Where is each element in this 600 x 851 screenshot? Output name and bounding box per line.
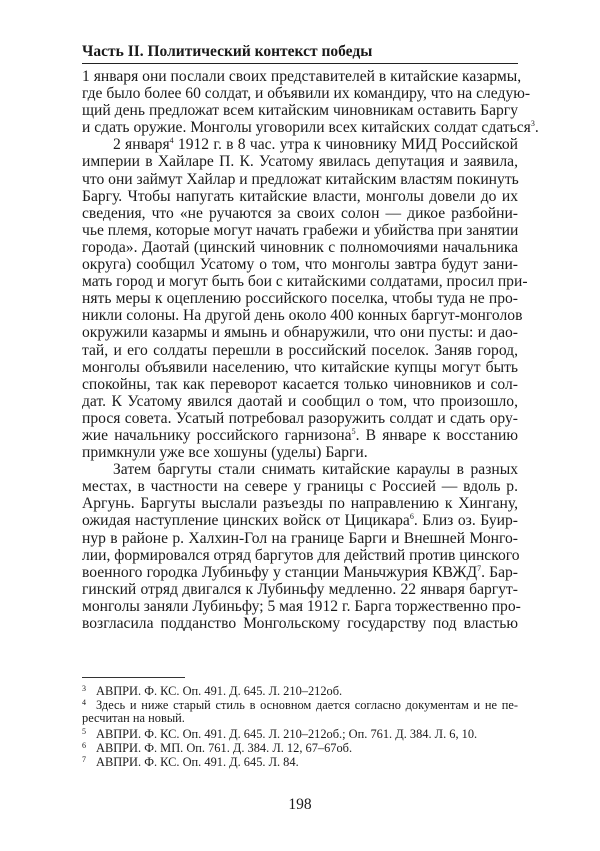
- footnote-number: 5: [82, 726, 86, 736]
- line-text: нур в районе р. Халхин-Гол на границе Барги и Внешней Монго-: [82, 529, 518, 547]
- footnote-number: 7: [82, 755, 86, 765]
- footnote-line: [82, 711, 518, 725]
- footnote-line: [82, 696, 518, 713]
- line-text: ожидая наступление цинских войск от Цицикара: [82, 512, 410, 530]
- line-text: .: [534, 119, 539, 137]
- line-text: дат. К Усатому явился даотай и сообщил о том, что произошло,: [82, 392, 518, 410]
- text-line: [82, 102, 518, 119]
- running-header: Часть II. Политический контекст победы: [82, 43, 373, 60]
- line-text: где было более 60 солдат, и объявили их командиру, что на следую-: [82, 85, 531, 103]
- paragraph: [82, 68, 539, 137]
- text-line: [82, 581, 518, 598]
- line-text: сведения, что «не ручаются за своих солон — дикое разбойни-: [82, 204, 518, 222]
- line-text: местах, в частности на севере у границы с Россией — вдоль р.: [82, 478, 518, 496]
- footnotes: [82, 682, 518, 768]
- line-text: чье племя, которые могут начать грабежи и убийства при занятии: [82, 221, 519, 239]
- text-line: [82, 547, 518, 564]
- text-line: [82, 393, 518, 410]
- line-text: и сдать оружие. Монголы уговорили всех китайских солдат сдаться: [82, 119, 531, 137]
- footnote-text: АВПРИ. Ф. МП. Оп. 761. Д. 384. Л. 12, 67–67об.: [96, 741, 353, 756]
- text-line: [82, 68, 522, 85]
- footnote-ref: 7: [477, 563, 482, 573]
- text-line: [82, 495, 518, 512]
- line-text: . В январе к восстанию: [355, 426, 518, 444]
- text-line: [82, 273, 528, 291]
- footnote-text: ресчитан на новый.: [82, 710, 185, 725]
- line-text: возгласила подданство Монгольскому государству под властью: [82, 615, 518, 632]
- body-text: [82, 68, 539, 632]
- text-line: [82, 324, 518, 341]
- line-text: щий день предложат всем китайским чиновникам оставить Баргу: [82, 102, 518, 120]
- line-text: примкнули уже все хошуны (уделы) Барги.: [82, 444, 368, 462]
- line-text: лии, формировался отряд баргутов для действий против цинского: [82, 546, 520, 564]
- footnote-ref: 6: [409, 512, 414, 522]
- footnote-ref: 5: [351, 426, 356, 436]
- footnote-line: [82, 725, 518, 739]
- line-text: Аргунь. Баргуты выслали разъезды по направлению к Хингану,: [82, 495, 518, 513]
- text-line: [82, 290, 518, 307]
- line-text: окружили казармы и ямынь и обнаружили, что они пусты: и дао-: [82, 324, 518, 342]
- footnote: [82, 753, 518, 770]
- line-text: 1912 г. в 8 час. утра к чиновнику МИД Российской: [173, 136, 518, 154]
- text-line: [82, 222, 518, 239]
- footnote-text: АВПРИ. Ф. КС. Оп. 491. Д. 645. Л. 210–212об.; Оп. 761. Д. 384. Л. 6, 10.: [96, 726, 478, 741]
- page-number: 198: [288, 796, 312, 813]
- text-line: [82, 239, 518, 256]
- line-text: округа) сообщил Усатому о том, что монголы завтра будут зани-: [82, 256, 518, 274]
- line-text: спокойны, так как переворот касается только чиновников и сол-: [82, 375, 518, 393]
- line-text: монголы заняли Лубиньфу; 5 мая 1912 г. Барга торжественно про-: [82, 597, 521, 615]
- text-line: [82, 136, 518, 153]
- line-text: Затем баргуты стали снимать китайские караулы в разных: [113, 461, 518, 479]
- line-text: . Близ оз. Буир-: [413, 512, 518, 530]
- footnote-ref: 4: [169, 136, 174, 146]
- line-text: мать город и могут быть бои с китайскими солдатами, просил при-: [82, 273, 528, 291]
- line-text: никли солоны. На другой день около 400 конных баргут-монголов: [82, 307, 523, 325]
- text-line: [82, 359, 518, 376]
- line-text: гинский отряд двигался к Лубиньфу медленно. 22 января баргут-: [82, 580, 518, 598]
- text-line: [82, 205, 518, 222]
- line-text: что они займут Хайлар и предложат китайским властям покинуть: [82, 170, 519, 188]
- text-line: [82, 597, 521, 615]
- line-text: Баргу. Чтобы напугать китайские власти, монголы довели до их: [82, 187, 518, 205]
- text-line: [82, 171, 518, 188]
- text-line: [82, 530, 518, 547]
- text-line: [82, 85, 531, 103]
- text-line: [82, 461, 518, 478]
- line-text: империи в Хайларе П. К. Усатому явилась депутация и заявила,: [82, 153, 518, 171]
- header-rule: [82, 63, 518, 64]
- text-line: [82, 410, 518, 427]
- footnote-line: [82, 739, 518, 756]
- footnote-text: АВПРИ. Ф. КС. Оп. 491. Д. 645. Л. 210–212об.: [96, 684, 343, 698]
- line-text: тай, и его солдаты перешли в российский поселок. Заняв город,: [82, 341, 518, 359]
- footnote: [82, 696, 518, 725]
- footnote-rule: [82, 677, 185, 678]
- line-text: прося совета. Усатый потребовал разоружить солдат и сдать ору-: [82, 409, 518, 427]
- text-line: [82, 119, 539, 137]
- footnote-number: 6: [82, 741, 86, 751]
- line-text: города». Даотай (цинский чиновник с полномочиями начальника: [82, 238, 518, 256]
- footnote-number: 3: [82, 684, 86, 693]
- line-text: нять меры к оцеплению российского поселка, чтобы туда не про-: [82, 290, 518, 308]
- text-line: [82, 427, 518, 444]
- text-line: [82, 376, 518, 393]
- text-line: [82, 564, 518, 581]
- footnote-text: Здесь и ниже старый стиль в основном дается согласно документам и не пе-: [96, 698, 518, 713]
- footnote: [82, 682, 518, 696]
- footnote-text: АВПРИ. Ф. КС. Оп. 491. Д. 645. Л. 84.: [96, 755, 299, 770]
- footnote-line: [82, 682, 518, 696]
- footnote-line: [82, 753, 518, 770]
- text-line: [82, 188, 518, 205]
- line-text: 1 января они послали своих представителей в китайские казармы,: [82, 68, 522, 85]
- footnote-ref: 3: [530, 119, 535, 129]
- text-line: [82, 153, 518, 170]
- footnote-number: 4: [82, 698, 86, 708]
- text-line: [82, 444, 518, 461]
- footnote: [82, 739, 518, 756]
- text-line: [82, 512, 518, 529]
- text-line: [82, 615, 518, 632]
- line-text: . Бар-: [481, 563, 518, 581]
- line-text: монголы объявили населению, что китайские купцы могут быть: [82, 358, 518, 376]
- footnote: [82, 725, 518, 739]
- line-text: 2 января: [113, 136, 170, 154]
- text-line: [82, 478, 518, 495]
- line-text: военного городка Лубиньфу у станции Маньчжурия КВЖД: [82, 563, 478, 581]
- text-line: [82, 342, 518, 359]
- line-text: жие начальнику российского гарнизона: [82, 426, 352, 444]
- paragraph: [82, 136, 528, 462]
- paragraph: [82, 461, 521, 632]
- text-line: [82, 307, 523, 325]
- text-line: [82, 256, 518, 273]
